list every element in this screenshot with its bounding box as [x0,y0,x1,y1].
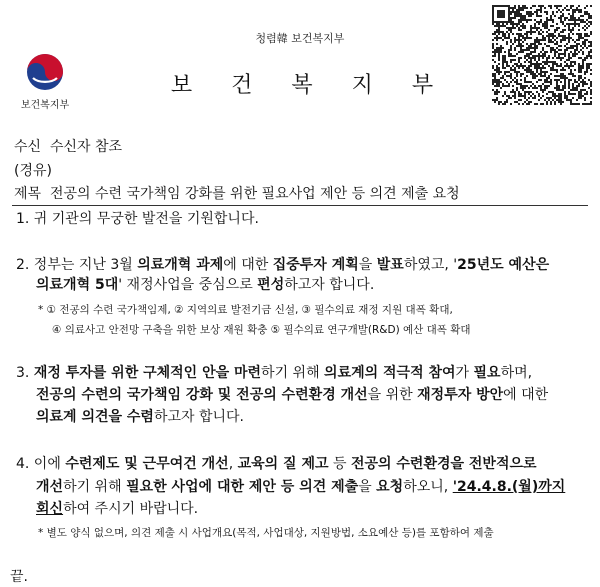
paragraph-4-line-1: 4. 이에 수련제도 및 근무여건 개선, 교육의 질 제고 등 전공의 수련환경을 전반적으로 [16,456,537,472]
org-title: 보 건 복 지 부 [170,73,450,98]
via-line: (경유) [14,163,52,179]
paragraph-2-note-2: ④ 의료사고 안전망 구축을 위한 보상 재원 확충 ⑤ 필수의료 연구개발(R&D) 예산 대폭 확대 [52,324,471,336]
paragraph-1: 1. 귀 기관의 무궁한 발전을 기원합니다. [16,211,259,227]
subject-label: 제목 [14,186,42,202]
paragraph-4-note: * 별도 양식 없으며, 의견 제출 시 사업개요(목적, 사업대상, 지원방법, 소요예산 등)를 포함하여 제출 [38,527,494,539]
recipient-label: 수신 [14,139,42,155]
paragraph-2-line-2: 의료개혁 5대' 재정사업을 중심으로 편성하고자 합니다. [36,277,375,293]
subject-line [14,183,460,203]
qr-code-icon [492,5,592,105]
paragraph-3-line-2: 전공의 수련의 국가책임 강화 및 전공의 수련환경 개선을 위한 재정투자 방안에 대한 [36,387,549,403]
paragraph-4-line-2: 개선하기 위해 필요한 사업에 대한 제안 등 의견 제출을 요청하오니, '24.4.8.(월)까지 [36,479,566,495]
paragraph-2-note-1: * ① 전공의 수련 국가책임제, ② 지역의료 발전기금 신설, ③ 필수의료 재정 지원 대폭 확대, [38,304,453,316]
paragraph-4-line-3: 회신하여 주시기 바랍니다. [36,501,199,517]
paragraph-3-line-3: 의료계 의견을 수렴하고자 합니다. [36,409,244,425]
logo-text: 보건복지부 [20,100,70,111]
end-mark: 끝. [10,569,28,585]
slogan: 청렴韓 보건복지부 [255,32,345,45]
header-divider [12,205,588,206]
recipient-value: 수신자 참조 [49,139,123,155]
taegeuk-logo-icon [25,52,65,92]
recipient-line [14,136,122,156]
paragraph-3-line-1: 3. 재정 투자를 위한 구체적인 안을 마련하기 위해 의료계의 적극적 참여가 필요하며, [16,365,533,381]
paragraph-2-line-1: 2. 정부는 지난 3월 의료개혁 과제에 대한 집중투자 계획을 발표하였고, '25년도 예산은 [16,257,550,273]
ministry-logo [14,52,76,111]
subject-value: 전공의 수련 국가책임 강화를 위한 필요사업 제안 등 의견 제출 요청 [49,186,460,202]
